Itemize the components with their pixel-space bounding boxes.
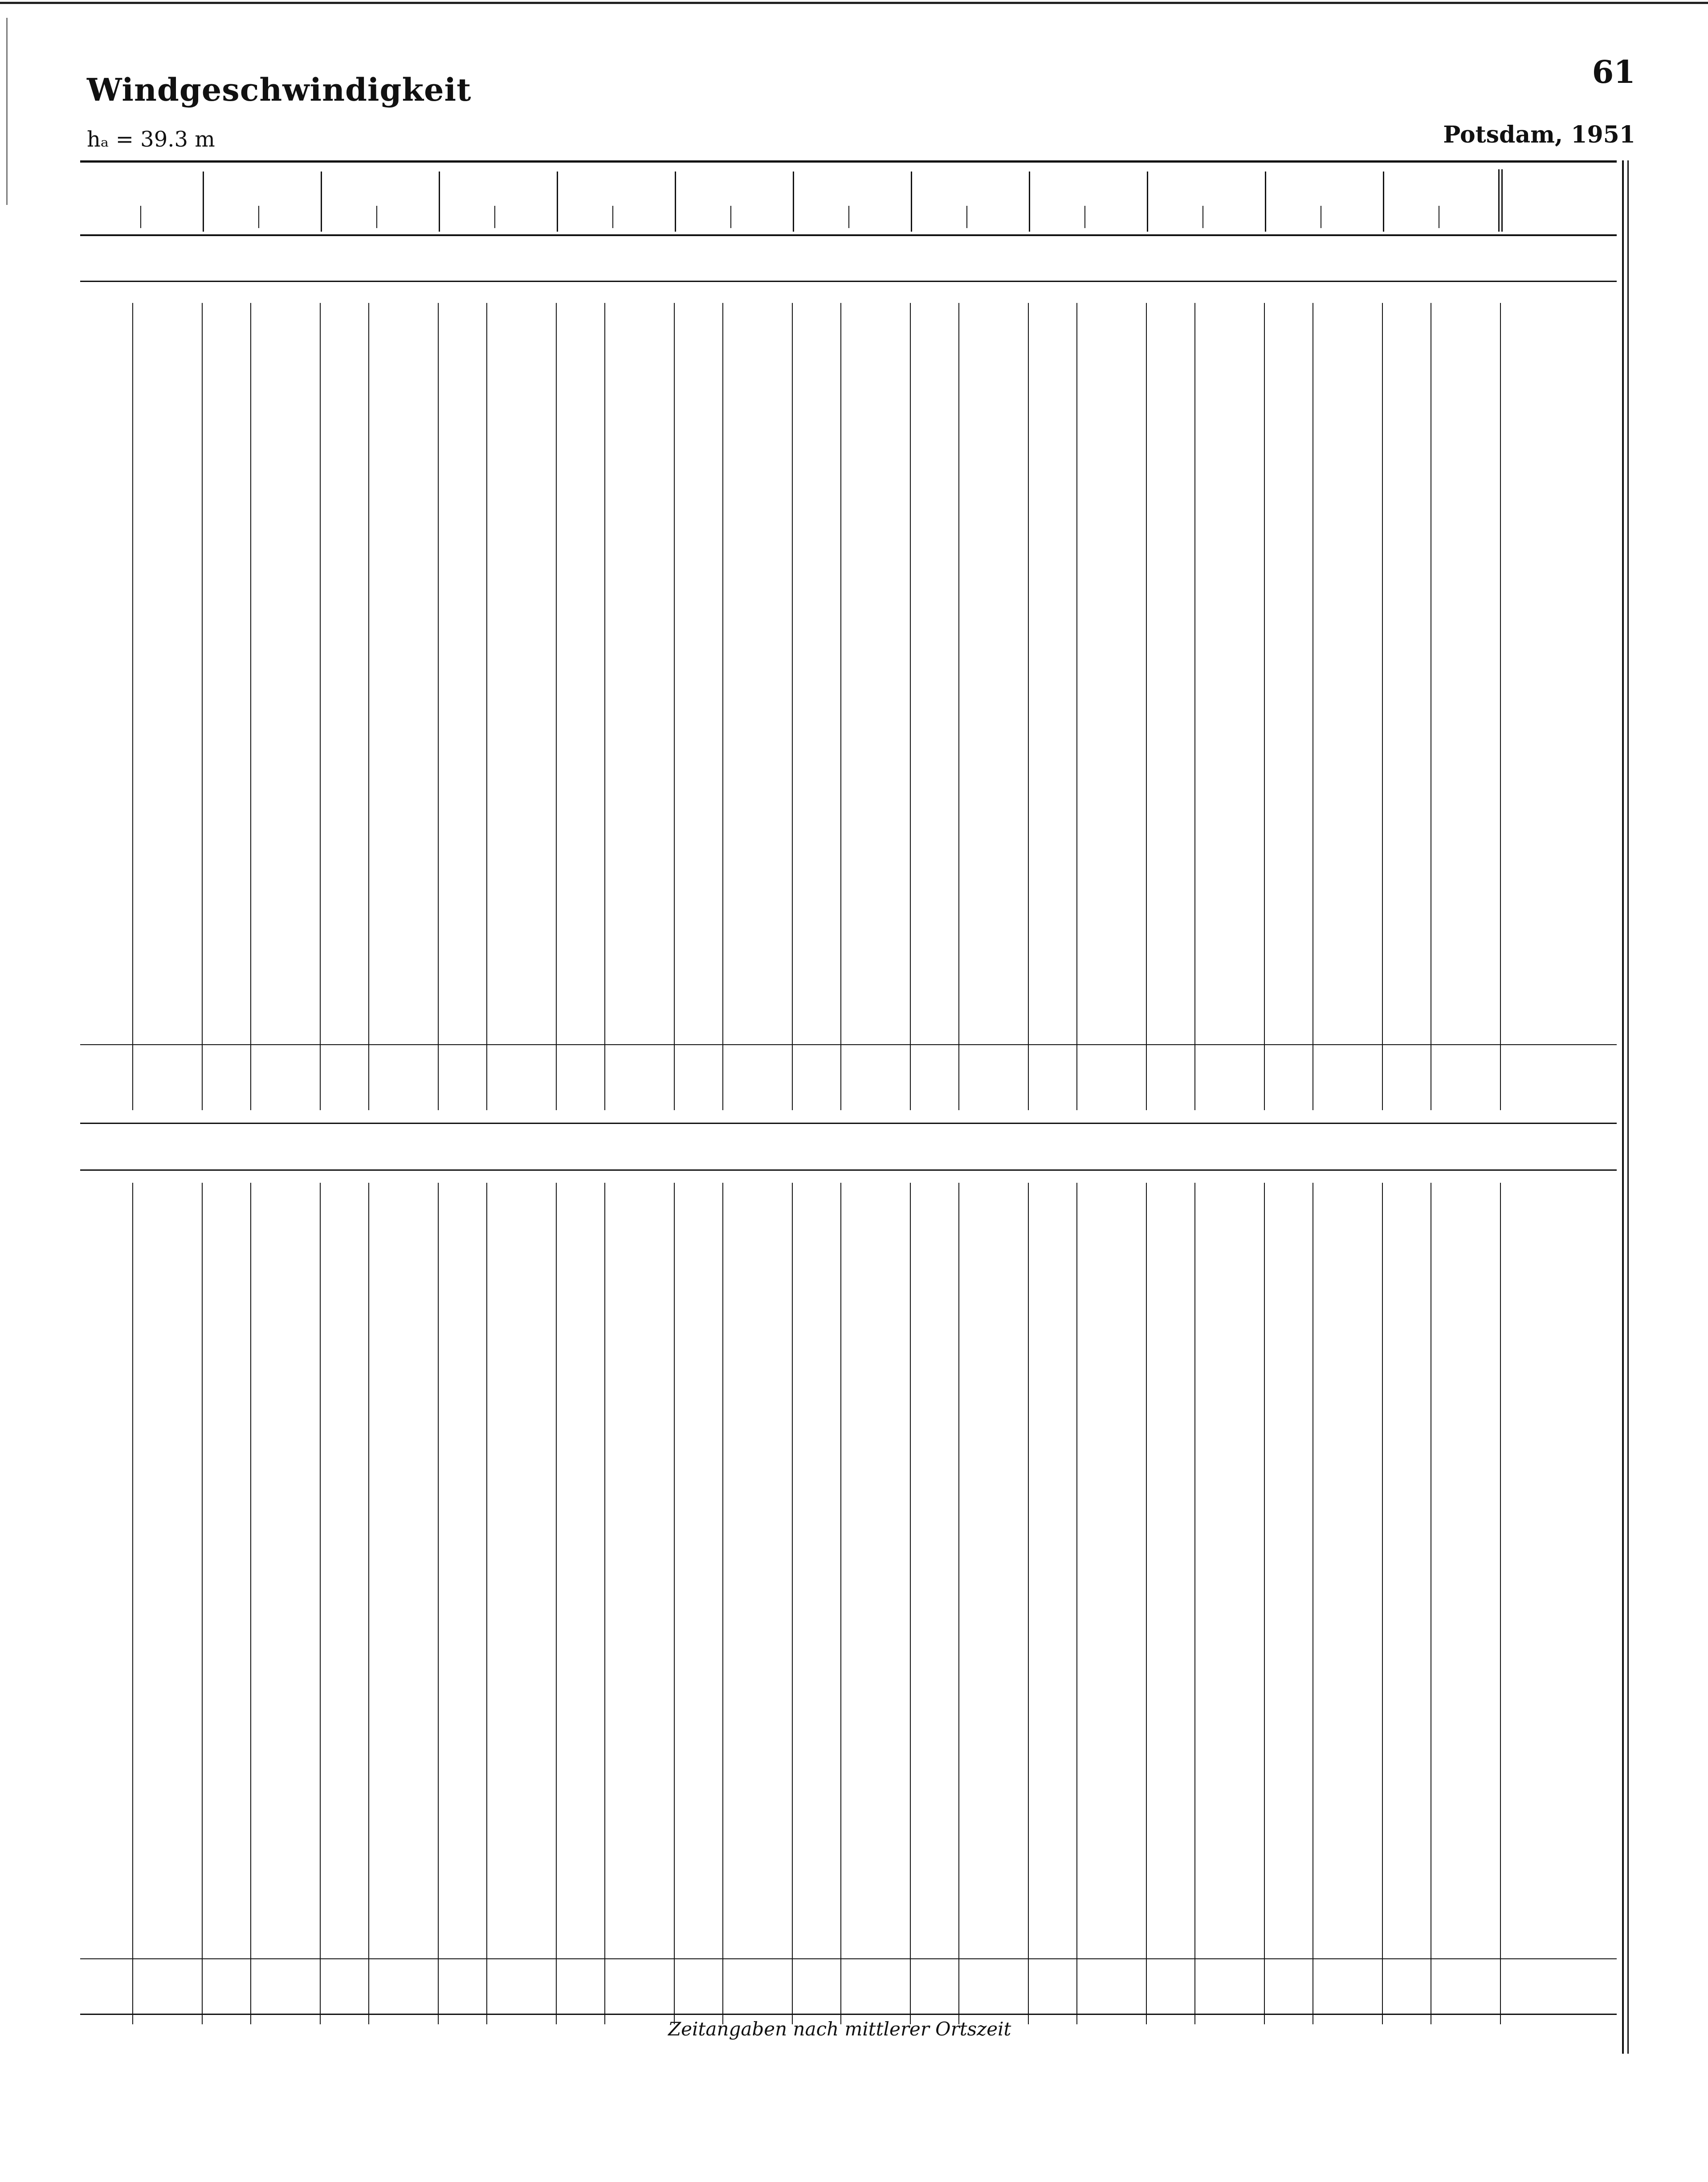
group-column-rule (202, 1183, 203, 2024)
group-divider (321, 172, 322, 232)
means-rule (80, 1958, 1617, 1959)
means-rule (80, 1044, 1617, 1045)
group-column-rule (1382, 303, 1383, 1110)
group-column-rule (910, 1183, 911, 2024)
top-rule (0, 2, 1708, 4)
speed-column-rule (250, 303, 251, 1110)
group-column-rule (792, 1183, 793, 2024)
group-column-rule (1264, 1183, 1265, 2024)
speed-column-rule (132, 1183, 133, 2024)
station-height: hₐ = 39.3 m (87, 127, 215, 152)
group-column-rule (438, 303, 439, 1110)
group-divider (557, 172, 558, 232)
group-column-rule (556, 1183, 557, 2024)
left-margin-mark (6, 18, 8, 205)
subheader-divider (612, 206, 613, 228)
speed-column-rule (958, 303, 959, 1110)
group-column-rule (438, 1183, 439, 2024)
group-column-rule (202, 303, 203, 1110)
group-divider (1383, 172, 1384, 232)
group-column-rule (1500, 303, 1501, 1110)
group-divider (439, 172, 440, 232)
group-column-rule (674, 303, 675, 1110)
speed-column-rule (840, 1183, 841, 2024)
speed-column-rule (486, 303, 487, 1110)
speed-column-rule (1076, 303, 1077, 1110)
group-column-rule (320, 303, 321, 1110)
mean-divider (1498, 169, 1500, 232)
subheader-divider (376, 206, 377, 228)
speed-column-rule (132, 303, 133, 1110)
group-column-rule (1146, 1183, 1147, 2024)
header-bottom-rule (80, 234, 1617, 236)
group-column-rule (1500, 1183, 1501, 2024)
speed-column-rule (368, 1183, 369, 2024)
subheader-divider (494, 206, 495, 228)
mean-divider (1501, 169, 1503, 232)
speed-column-rule (1194, 1183, 1195, 2024)
speed-column-rule (604, 1183, 605, 2024)
group-divider (1029, 172, 1030, 232)
group-divider (675, 172, 676, 232)
right-border (1622, 160, 1624, 2054)
speed-column-rule (368, 303, 369, 1110)
group-divider (203, 172, 204, 232)
group-column-rule (910, 303, 911, 1110)
group-column-rule (1382, 1183, 1383, 2024)
group-column-rule (1264, 303, 1265, 1110)
group-column-rule (320, 1183, 321, 2024)
group-column-rule (792, 303, 793, 1110)
group-column-rule (556, 303, 557, 1110)
group-divider (911, 172, 912, 232)
speed-column-rule (250, 1183, 251, 2024)
footnote: Zeitangaben nach mittlerer Ortszeit (668, 2018, 1011, 2040)
page-title: Windgeschwindigkeit (87, 71, 472, 108)
place-year: Potsdam, 1951 (1443, 121, 1635, 148)
subheader-divider (1084, 206, 1085, 228)
speed-column-rule (486, 1183, 487, 2024)
page-number: 61 (1592, 53, 1635, 90)
month-rule (80, 1169, 1617, 1171)
section-rule (80, 1123, 1617, 1124)
right-border-inner (1627, 160, 1629, 2054)
speed-column-rule (1076, 1183, 1077, 2024)
group-divider (1147, 172, 1148, 232)
month-rule (80, 281, 1617, 282)
group-column-rule (674, 1183, 675, 2024)
subheader-divider (848, 206, 849, 228)
subheader-divider (730, 206, 731, 228)
speed-column-rule (604, 303, 605, 1110)
speed-column-rule (958, 1183, 959, 2024)
group-column-rule (1028, 1183, 1029, 2024)
speed-column-rule (840, 303, 841, 1110)
table-bottom-rule (80, 2014, 1617, 2015)
group-column-rule (1146, 303, 1147, 1110)
speed-column-rule (722, 1183, 723, 2024)
speed-column-rule (1194, 303, 1195, 1110)
speed-column-rule (722, 303, 723, 1110)
group-divider (793, 172, 794, 232)
group-divider (1265, 172, 1266, 232)
subheader-divider (258, 206, 259, 228)
header-top-rule (80, 160, 1617, 163)
subheader-divider (966, 206, 967, 228)
group-column-rule (1028, 303, 1029, 1110)
subheader-divider (140, 206, 141, 228)
